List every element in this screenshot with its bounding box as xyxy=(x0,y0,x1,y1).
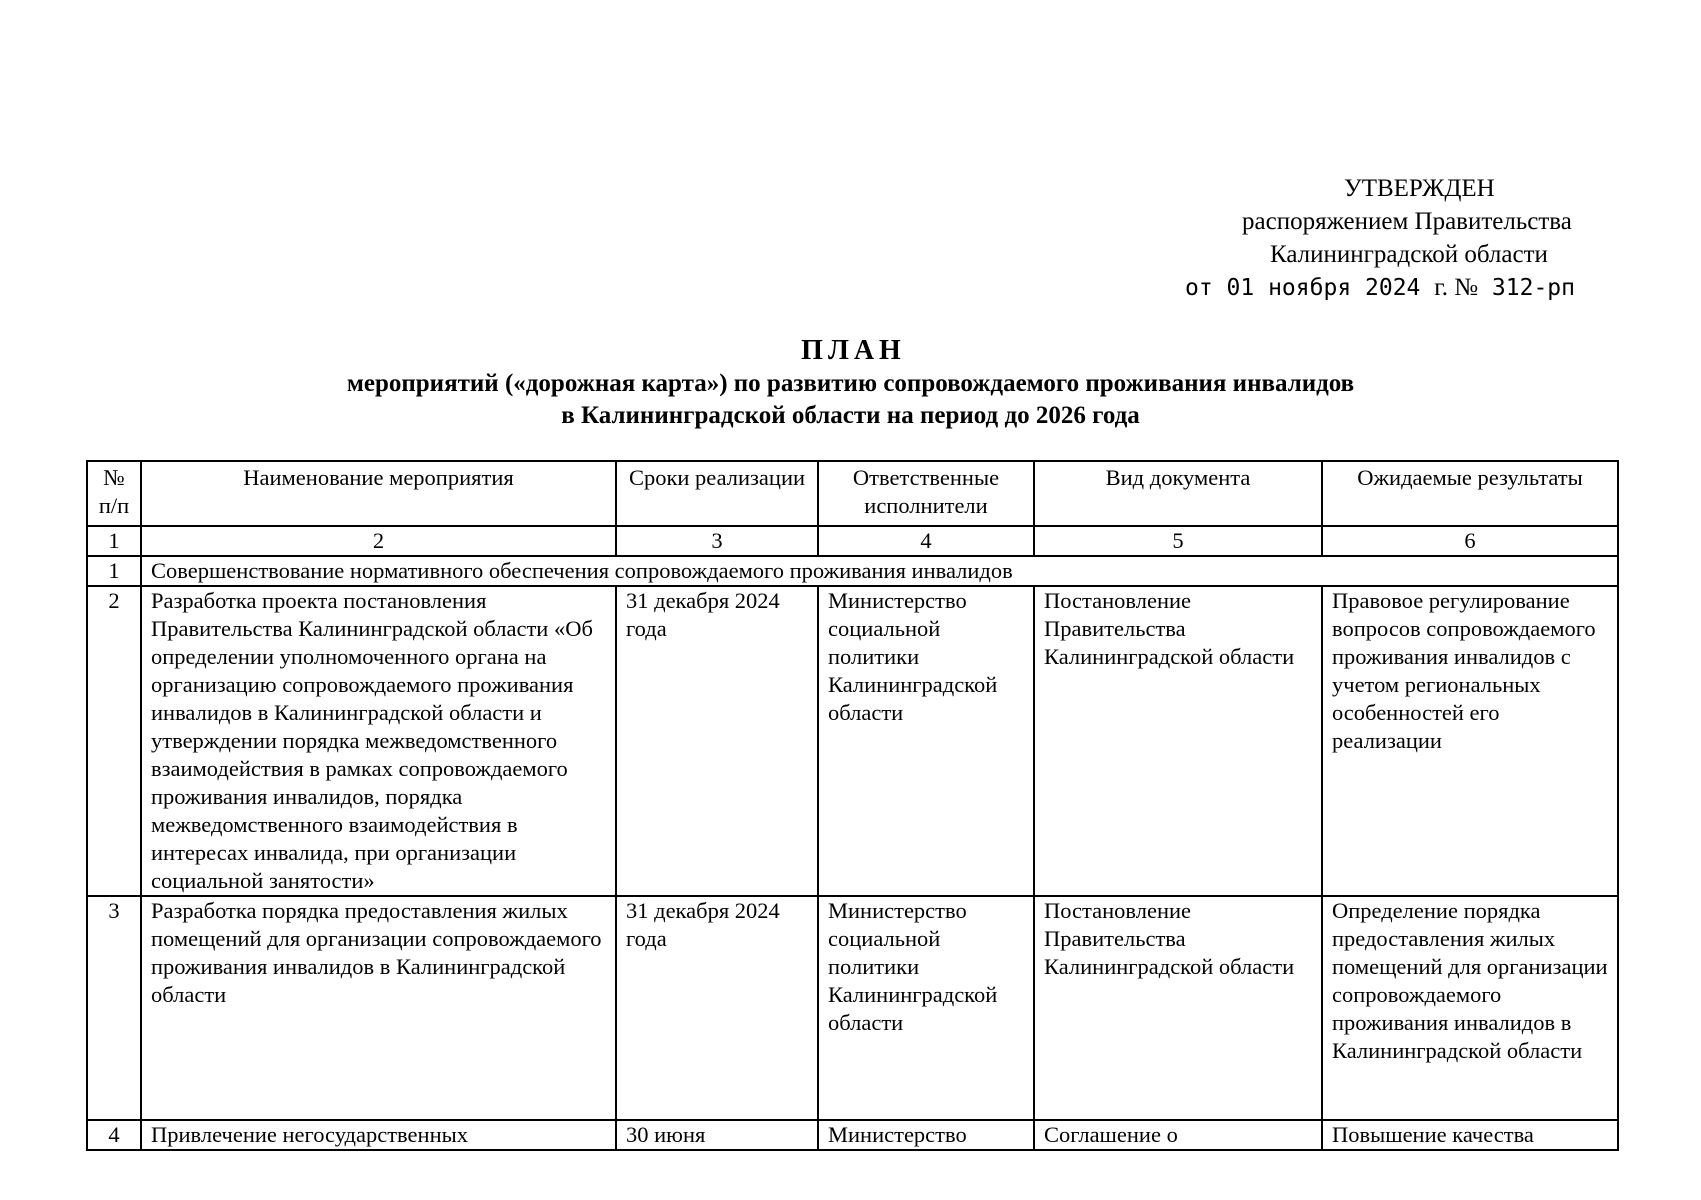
table-row xyxy=(87,586,1618,896)
column-number: 2 xyxy=(141,526,616,556)
row-executor: Министерство xyxy=(818,1120,1034,1150)
approval-number: 312-рп xyxy=(1491,275,1576,301)
approval-stamp xyxy=(1150,172,1630,305)
header-term: Сроки реализации xyxy=(616,461,818,526)
row-document: Постановление Правительства Калининградской области xyxy=(1034,586,1322,896)
row-term: 31 декабря 2024 года xyxy=(616,586,818,896)
header-result: Ожидаемые результаты xyxy=(1322,461,1618,526)
row-number: 3 xyxy=(87,896,141,1120)
header-name: Наименование мероприятия xyxy=(141,461,616,526)
column-number: 6 xyxy=(1322,526,1618,556)
approval-number-label: г. № xyxy=(1434,274,1479,301)
row-result: Правовое регулирование вопросов сопровождаемого проживания инвалидов с учетом региональных особенностей его реализации xyxy=(1322,586,1618,896)
table-header-row xyxy=(87,461,1618,526)
row-document: Постановление Правительства Калининградской области xyxy=(1034,896,1322,1120)
table-row xyxy=(87,1120,1618,1150)
row-executor: Министерство социальной политики Калининградской области xyxy=(818,586,1034,896)
title-plan: ПЛАН xyxy=(801,335,906,366)
approval-authority: распоряжением Правительства xyxy=(1242,208,1572,235)
section-row xyxy=(87,556,1618,586)
approval-date: от 01 ноября 2024 xyxy=(1185,275,1421,301)
section-title: Совершенствование нормативного обеспечения сопровождаемого проживания инвалидов xyxy=(141,556,1618,586)
row-term: 31 декабря 2024 года xyxy=(616,896,818,1120)
approval-title: УТВЕРЖДЕН xyxy=(1344,175,1495,202)
column-number: 4 xyxy=(818,526,1034,556)
approval-region: Калининградской области xyxy=(1270,241,1548,268)
header-executor: Ответственные исполнители xyxy=(818,461,1034,526)
row-document: Соглашение о xyxy=(1034,1120,1322,1150)
column-numbers-row xyxy=(87,526,1618,556)
section-number: 1 xyxy=(87,556,141,586)
row-name: Привлечение негосударственных xyxy=(141,1120,616,1150)
row-name: Разработка проекта постановления Правительства Калининградской области «Об определении уполномоченного органа на организацию сопровождаемого проживания инвалидов в Калининградской области и утверждении порядка межведомственного взаимодействия в рамках сопровождаемого проживания инвалидов, порядка межведомственного взаимодействия в интересах инвалида, при организации социальной занятости» xyxy=(141,586,616,896)
row-result: Повышение качества xyxy=(1322,1120,1618,1150)
document-title xyxy=(0,334,1701,432)
row-result: Определение порядка предоставления жилых помещений для организации сопровождаемого проживания инвалидов в Калининградской области xyxy=(1322,896,1618,1120)
row-number: 2 xyxy=(87,586,141,896)
title-subtitle-2: в Калининградской области на период до 2026 года xyxy=(561,402,1140,429)
column-number: 1 xyxy=(87,526,141,556)
approval-date-line xyxy=(1150,271,1630,305)
row-term: 30 июня xyxy=(616,1120,818,1150)
row-number: 4 xyxy=(87,1120,141,1150)
row-name: Разработка порядка предоставления жилых помещений для организации сопровождаемого проживания инвалидов в Калининградской области xyxy=(141,896,616,1120)
row-executor: Министерство социальной политики Калининградской области xyxy=(818,896,1034,1120)
column-number: 3 xyxy=(616,526,818,556)
title-subtitle-1: мероприятий («дорожная карта») по развитию сопровождаемого проживания инвалидов xyxy=(346,370,1355,397)
header-document: Вид документа xyxy=(1034,461,1322,526)
plan-table xyxy=(86,460,1619,1151)
column-number: 5 xyxy=(1034,526,1322,556)
header-number: № п/п xyxy=(87,461,141,526)
table-row xyxy=(87,896,1618,1120)
